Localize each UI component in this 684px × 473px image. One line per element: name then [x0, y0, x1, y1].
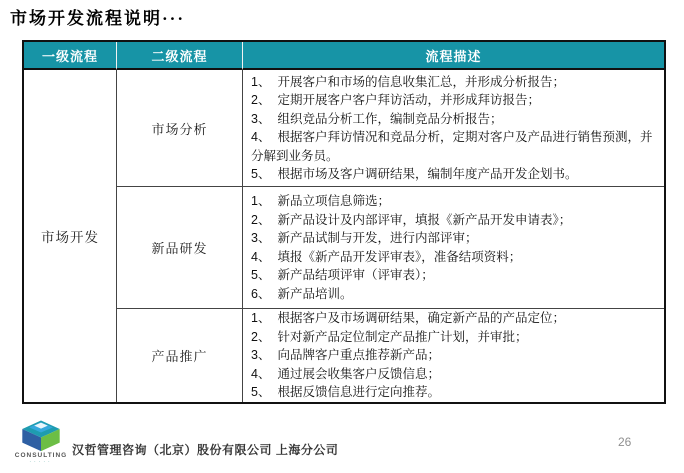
page-title: 市场开发流程说明···: [10, 9, 186, 28]
header-level2-process: 二级流程: [116, 42, 242, 70]
description-item: 4、 通过展会收集客户反馈信息；: [251, 366, 440, 381]
logo-group-label: ·····: [29, 459, 53, 465]
description-cell: [242, 70, 664, 186]
description-item: 2、 定期开展客户客户拜访活动，并形成拜访报告；: [251, 93, 540, 107]
level2-cell: 产品推广: [116, 308, 242, 402]
company-logo: [12, 418, 70, 465]
description-item: 3、 新产品试制与开发，进行内部评审；: [251, 231, 478, 245]
description-item: 4、 根据客户拜访情况和竞品分析，定期对客户及产品进行销售预测，并分解到业务员。: [251, 130, 653, 163]
description-cell: [242, 186, 664, 308]
description-item: 1、 根据客户及市场调研结果，确定新产品的产品定位；: [251, 311, 565, 326]
level1-cell: 市场开发: [41, 230, 99, 245]
page-number: 26: [618, 435, 632, 449]
description-item: 1、 新品立项信息筛选；: [251, 194, 390, 208]
description-item: 4、 填报《新产品开发评审表》，准备结项资料；: [251, 249, 522, 264]
description-item: 1、 开展客户和市场的信息收集汇总，并形成分析报告；: [251, 74, 565, 89]
logo-consulting-label: CONSULTING: [14, 452, 68, 459]
description-item: 5、 新产品结项评审（评审表）；: [251, 268, 434, 282]
description-cell: [242, 308, 664, 402]
description-item: 3、 组织竞品分析工作，编制竞品分析报告；: [251, 111, 503, 126]
logo-cube-icon: [15, 418, 67, 452]
description-item: 2、 针对新产品定位制定产品推广计划，并审批；: [251, 329, 528, 344]
description-item: 6、 新产品培训。: [251, 286, 353, 301]
description-item: 3、 向品牌客户重点推荐新产品；: [251, 348, 440, 363]
process-table: [22, 40, 666, 404]
description-item: 5、 根据反馈信息进行定向推荐。: [251, 385, 440, 400]
header-level1-process: 一级流程: [24, 42, 116, 70]
company-name: 汉哲管理咨询（北京）股份有限公司 上海分公司: [72, 443, 339, 457]
header-process-description: 流程描述: [242, 42, 664, 70]
level2-cell: 新品研发: [116, 186, 242, 308]
description-item: 2、 新产品设计及内部评审，填报《新产品开发申请表》；: [251, 212, 572, 227]
level2-cell: 市场分析: [116, 70, 242, 186]
description-item: 5、 根据市场及客户调研结果，编制年度产品开发企划书。: [251, 167, 578, 181]
